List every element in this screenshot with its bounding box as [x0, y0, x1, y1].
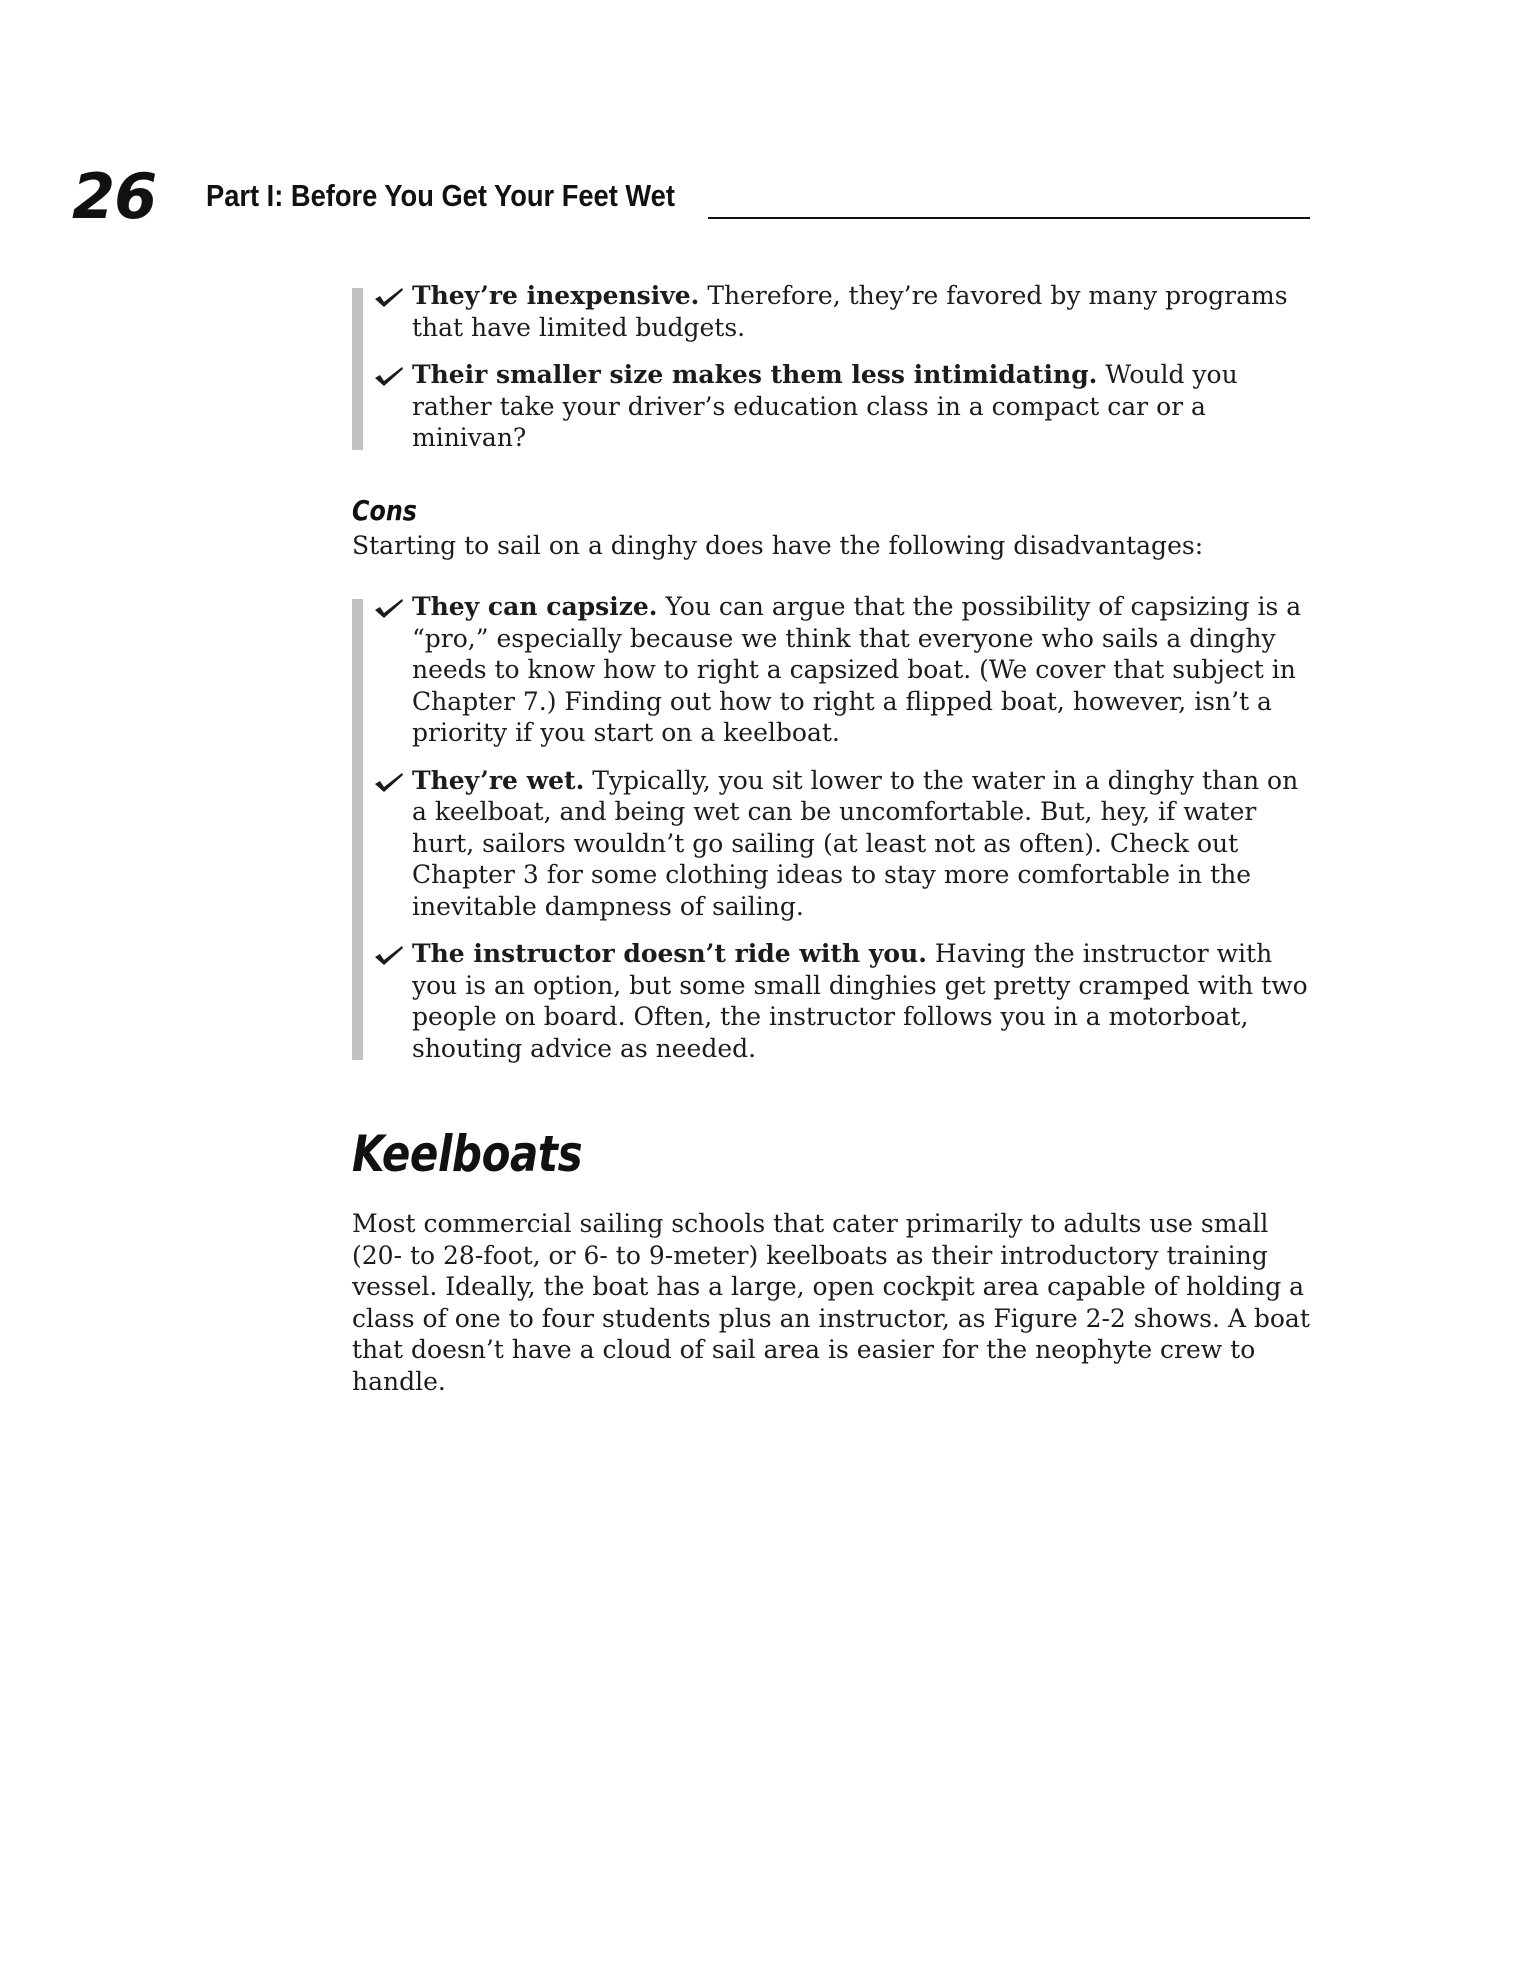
item-lead: They’re wet. — [412, 765, 585, 795]
section-heading-keelboats: Keelboats — [352, 1125, 583, 1183]
list-sidebar — [352, 288, 363, 450]
item-lead: They’re inexpensive. — [412, 281, 700, 310]
check-mark-icon — [374, 365, 404, 387]
item-text: Typically, you sit lower to the water in a dinghy than on a keelboat, and being wet can be uncomfortable. But, hey, if water hurt, sailors wouldn’t go sailing (at least not as often). Check out Chapter 3 for some clothing ideas to stay more comfortable in the inevitable dampness of sailing. — [412, 765, 1299, 921]
item-lead: Their smaller size makes them less intimidating. — [412, 360, 1098, 389]
list-item — [412, 280, 1312, 343]
item-text: You can argue that the possibility of capsizing is a “pro,” especially because we think that everyone who sails a dinghy needs to know how to right a capsized boat. (We cover that subject in Chapter 7.) Finding out how to right a flipped boat, however, isn’t a priority if you start on a keelboat. — [412, 592, 1302, 747]
check-mark-icon — [374, 944, 404, 966]
item-lead: They can capsize. — [412, 592, 658, 621]
page-content — [352, 280, 1312, 1397]
header-rule — [708, 217, 1310, 219]
cons-list — [352, 591, 1312, 1064]
cons-intro: Starting to sail on a dinghy does have the following disadvantages: — [352, 530, 1204, 560]
cons-heading: Cons — [352, 493, 417, 527]
list-item — [412, 938, 1312, 1064]
list-sidebar — [352, 599, 363, 1060]
running-title: Part I: Before You Get Your Feet Wet — [206, 178, 675, 213]
check-mark-icon — [374, 286, 404, 308]
check-mark-icon — [374, 597, 404, 619]
list-item — [412, 765, 1312, 923]
pros-list — [352, 280, 1312, 454]
list-item — [412, 591, 1312, 749]
check-mark-icon — [374, 771, 404, 793]
page-number: 26 — [72, 160, 157, 233]
running-header — [72, 162, 1312, 232]
item-text: Therefore, they’re favored by many programs that have limited budgets. — [412, 281, 1288, 342]
item-text: Would you rather take your driver’s education class in a compact car or a minivan? — [412, 360, 1238, 452]
item-text: Having the instructor with you is an option, but some small dinghies get pretty cramped with two people on board. Often, the instructor follows you in a motorboat, shouting advice as needed. — [412, 939, 1308, 1063]
item-lead: The instructor doesn’t ride with you. — [412, 939, 927, 968]
keelboats-paragraph: Most commercial sailing schools that cater primarily to adults use small (20- to 28-foot, or 6- to 9-meter) keelboats as their introductory training vessel. Ideally, the boat has a large, open cockpit area capable of holding a class of one to four students plus an instructor, as Figure 2-2 shows. A boat that doesn’t have a cloud of sail area is easier for the neophyte crew to handle. — [352, 1209, 1310, 1396]
list-item — [412, 359, 1312, 454]
